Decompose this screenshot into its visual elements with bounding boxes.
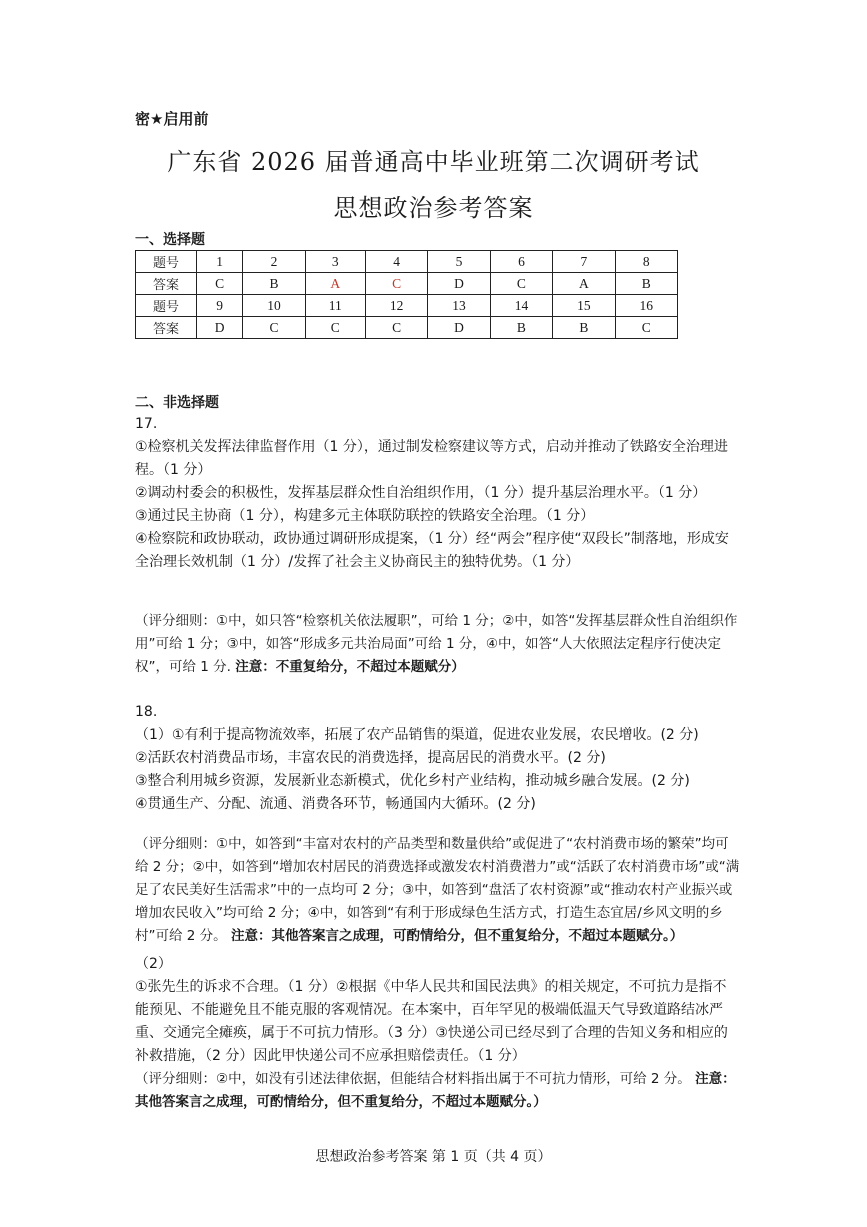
question-number-cell: 15 bbox=[553, 295, 615, 317]
row-label-answer: 答案 bbox=[136, 273, 197, 295]
q18-part2-note bbox=[135, 1068, 740, 1114]
question-number-cell: 11 bbox=[305, 295, 365, 317]
answer-cell: C bbox=[305, 317, 365, 339]
answer-cell: A bbox=[305, 273, 365, 295]
question-number-cell: 1 bbox=[197, 251, 243, 273]
answer-cell: C bbox=[490, 273, 552, 295]
answer-cell: B bbox=[615, 273, 677, 295]
question-17 bbox=[135, 413, 740, 574]
row-label-answer: 答案 bbox=[136, 317, 197, 339]
question-18-part1 bbox=[135, 701, 740, 816]
q18-point-3: ③整合利用城乡资源，发展新业态新模式，优化乡村产业结构，推动城乡融合发展。(2 分) bbox=[135, 773, 690, 789]
exam-subtitle: 思想政治参考答案 bbox=[333, 194, 534, 222]
row-label-question: 题号 bbox=[136, 251, 197, 273]
q17-point-4: ④检察院和政协联动，政协通过调研形成提案，（1 分）经“两会”程序使“双段长”制落地，形成安全治理长效机制（1 分）/发挥了社会主义协商民主的独特优势。（1 分） bbox=[135, 531, 729, 570]
answer-cell: D bbox=[428, 273, 490, 295]
q17-number: 17. bbox=[135, 416, 158, 432]
q17-scoring-note bbox=[135, 610, 740, 679]
exam-title: 广东省 2026 届普通高中毕业班第二次调研考试 bbox=[167, 148, 700, 176]
question-number-cell: 10 bbox=[243, 295, 305, 317]
q17-point-3: ③通过民主协商（1 分），构建多元主体联防联控的铁路安全治理。（1 分） bbox=[135, 508, 595, 524]
q17-note-text: （评分细则：①中，如只答“检察机关依法履职”，可给 1 分；②中，如答“发挥基层群众性自治组织作用”可给 1 分；③中，如答“形成多元共治局面”可给 1 分，④中，如答“人大依照法定程序行使决定权”，可给 1 分. bbox=[135, 613, 738, 675]
answer-table bbox=[135, 250, 678, 339]
q17-point-2: ②调动村委会的积极性，发挥基层群众性自治组织作用，（1 分）提升基层治理水平。（1 分） bbox=[135, 485, 707, 501]
answer-row bbox=[136, 273, 678, 295]
answer-cell: A bbox=[553, 273, 615, 295]
answer-cell: B bbox=[553, 317, 615, 339]
question-number-cell: 13 bbox=[428, 295, 490, 317]
q18-part2-label: （2） bbox=[135, 956, 172, 972]
question-number-cell: 12 bbox=[365, 295, 427, 317]
answer-cell: D bbox=[197, 317, 243, 339]
page-footer: 思想政治参考答案 第 1 页（共 4 页） bbox=[315, 1149, 552, 1165]
q18-point-4: ④贯通生产、分配、流通、消费各环节，畅通国内大循环。(2 分) bbox=[135, 796, 536, 812]
q18-part1-scoring-note bbox=[135, 833, 740, 948]
q18-point-2: ②活跃农村消费品市场，丰富农民的消费选择，提高居民的消费水平。(2 分) bbox=[135, 750, 606, 766]
answer-cell: C bbox=[365, 317, 427, 339]
q18-part2-note-text: （评分细则：②中，如没有引述法律依据，但能结合材料指出属于不可抗力情形，可给 2 分。 bbox=[135, 1071, 691, 1087]
answer-row bbox=[136, 317, 678, 339]
question-18-part2 bbox=[135, 953, 740, 1114]
q18-part1-note-text: （评分细则：①中，如答到“丰富对农村的产品类型和数量供给”或促进了“农村消费市场的繁荣”均可给 2 分；②中，如答到“增加农村居民的消费选择或激发农村消费潜力”或“活跃了农村消费市场”或“满足了农民美好生活需求”中的一点均可 2 分；③中，如答到“盘活了农村资源”或“推动农村产业振兴或增加农民收入”均可给 2 分；④中，如答到“有利于形成绿色生活方式，打造生态宜居/乡风文明的乡村”可给 2 分。 bbox=[135, 836, 740, 944]
row-label-question: 题号 bbox=[136, 295, 197, 317]
section2-heading: 二、非选择题 bbox=[135, 395, 219, 411]
q17-point-1: ①检察机关发挥法律监督作用（1 分），通过制发检察建议等方式，启动并推动了铁路安全治理进程。（1 分） bbox=[135, 439, 728, 478]
answer-cell: C bbox=[243, 317, 305, 339]
q18-part2-text: ①张先生的诉求不合理。（1 分）②根据《中华人民共和国民法典》的相关规定，不可抗力是指不能预见、不能避免且不能克服的客观情况。在本案中，百年罕见的极端低温天气导致道路结冰严重、交通完全瘫痪，属于不可抗力情形。（3 分）③快递公司已经尽到了合理的告知义务和相应的补救措施，（2 分）因此甲快递公司不应承担赔偿责任。（1 分） bbox=[135, 979, 728, 1064]
secret-mark: 密★启用前 bbox=[135, 110, 209, 128]
answer-cell: C bbox=[365, 273, 427, 295]
answer-cell: B bbox=[243, 273, 305, 295]
answer-cell: C bbox=[615, 317, 677, 339]
q18-part2-note-bold: 注意：其他答案言之成理，可酌情给分，但不重复给分，不超过本题赋分。） bbox=[135, 1071, 736, 1110]
question-number-cell: 8 bbox=[615, 251, 677, 273]
answer-cell: B bbox=[490, 317, 552, 339]
q17-note-bold: 注意：不重复给分，不超过本题赋分） bbox=[235, 659, 465, 675]
question-number-cell: 16 bbox=[615, 295, 677, 317]
question-number-cell: 2 bbox=[243, 251, 305, 273]
question-number-cell: 5 bbox=[428, 251, 490, 273]
question-number-cell: 9 bbox=[197, 295, 243, 317]
answer-cell: C bbox=[197, 273, 243, 295]
section1-heading: 一、选择题 bbox=[135, 232, 205, 248]
q18-number: 18. bbox=[135, 704, 158, 720]
question-number-row bbox=[136, 251, 678, 273]
question-number-cell: 3 bbox=[305, 251, 365, 273]
question-number-cell: 7 bbox=[553, 251, 615, 273]
question-number-row bbox=[136, 295, 678, 317]
question-number-cell: 14 bbox=[490, 295, 552, 317]
q18-part1-note-bold: 注意：其他答案言之成理，可酌情给分，但不重复给分，不超过本题赋分。） bbox=[230, 928, 684, 944]
question-number-cell: 4 bbox=[365, 251, 427, 273]
question-number-cell: 6 bbox=[490, 251, 552, 273]
answer-cell: D bbox=[428, 317, 490, 339]
q18-point-1: （1）①有利于提高物流效率，拓展了农产品销售的渠道，促进农业发展，农民增收。(2 分) bbox=[135, 727, 699, 743]
